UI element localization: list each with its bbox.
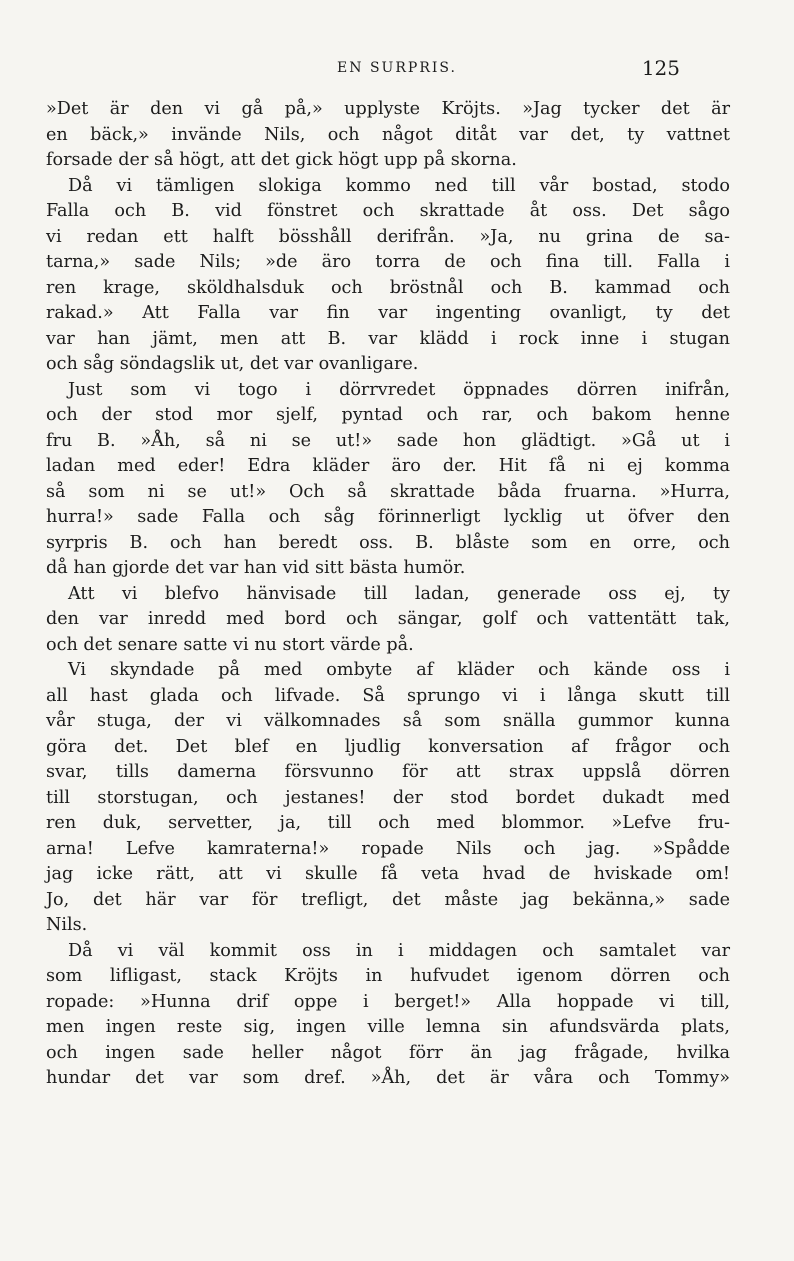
text-line: Vi skyndade på med ombyte af kläder och kände oss i bbox=[68, 660, 730, 680]
text-line: ren krage, sköldhalsduk och bröstnål och B. kammad och bbox=[46, 277, 730, 298]
text-line: Nils. bbox=[46, 915, 88, 935]
text-line: ren duk, servetter, ja, till och med blommor. »Lefve fru- bbox=[46, 813, 730, 833]
text-line: göra det. Det blef en ljudlig konversation af frågor och bbox=[46, 736, 730, 757]
text-line: all hast glada och lifvade. Så sprungo vi i långa skutt till bbox=[46, 685, 730, 706]
text-line: vår stuga, der vi välkomnades så som snälla gummor kunna bbox=[46, 711, 730, 731]
text-line: svar, tills damerna försvunno för att strax uppslå dörren bbox=[46, 762, 730, 782]
text-line: tarna,» sade Nils; »de äro torra de och fina till. Falla i bbox=[46, 252, 730, 272]
text-line: Då vi tämligen slokiga kommo ned till vår bostad, stodo bbox=[68, 175, 730, 196]
page-number: 125 bbox=[641, 56, 680, 80]
text-line: Då vi väl kommit oss in i middagen och samtalet var bbox=[68, 940, 730, 961]
text-line: och såg söndagslik ut, det var ovanligare. bbox=[46, 354, 419, 374]
text-line: ropade: »Hunna drif oppe i berget!» Alla hoppade vi till, bbox=[46, 991, 730, 1012]
text-line: och der stod mor sjelf, pyntad och rar, och bakom henne bbox=[46, 405, 730, 425]
text-line: en bäck,» invände Nils, och något ditåt var det, ty vattnet bbox=[46, 124, 730, 145]
text-line: var han jämt, men att B. var klädd i rock inne i stugan bbox=[46, 328, 730, 349]
text-line: och det senare satte vi nu stort värde på. bbox=[46, 634, 414, 655]
running-title: EN SURPRIS. bbox=[337, 60, 457, 76]
text-line: jag icke rätt, att vi skulle få veta hvad de hviskade om! bbox=[46, 864, 730, 884]
text-line: ladan med eder! Edra kläder äro der. Hit få ni ej komma bbox=[46, 456, 730, 476]
text-line: så som ni se ut!» Och så skrattade båda fruarna. »Hurra, bbox=[46, 481, 730, 502]
text-line: som lifligast, stack Kröjts in hufvudet igenom dörren och bbox=[46, 966, 730, 986]
text-line: Falla och B. vid fönstret och skrattade åt oss. Det sågo bbox=[46, 201, 730, 221]
text-line: hurra!» sade Falla och såg förinnerligt lycklig ut öfver den bbox=[46, 507, 730, 527]
text-line: rakad.» Att Falla var fin var ingenting ovanligt, ty det bbox=[46, 303, 730, 323]
text-line: då han gjorde det var han vid sitt bästa humör. bbox=[46, 558, 466, 578]
text-line: Just som vi togo i dörrvredet öppnades dörren inifrån, bbox=[68, 379, 730, 400]
text-line: »Det är den vi gå på,» upplyste Kröjts. »Jag tycker det är bbox=[46, 99, 730, 119]
text-line: vi redan ett halft bösshåll derifrån. »Ja, nu grina de sa- bbox=[46, 226, 730, 247]
page-header bbox=[0, 56, 794, 82]
text-line: till storstugan, och jestanes! der stod bordet dukadt med bbox=[46, 787, 730, 808]
text-line: och ingen sade heller något förr än jag frågade, hvilka bbox=[46, 1042, 730, 1063]
text-line: syrpris B. och han beredt oss. B. blåste som en orre, och bbox=[46, 532, 730, 553]
text-line: hundar det var som dref. »Åh, det är våra och Tommy» bbox=[46, 1068, 730, 1088]
text-line: forsade der så högt, att det gick högt upp på skorna. bbox=[46, 150, 517, 170]
body-text bbox=[46, 97, 730, 1092]
text-line: arna! Lefve kamraterna!» ropade Nils och jag. »Spådde bbox=[46, 838, 730, 859]
text-line: men ingen reste sig, ingen ville lemna sin afundsvärda plats, bbox=[46, 1017, 730, 1037]
text-line: Jo, det här var för trefligt, det måste jag bekänna,» sade bbox=[46, 889, 730, 910]
text-line: Att vi blefvo hänvisade till ladan, generade oss ej, ty bbox=[68, 583, 730, 604]
text-line: den var inredd med bord och sängar, golf och vattentätt tak, bbox=[46, 609, 730, 629]
text-line: fru B. »Åh, så ni se ut!» sade hon glädtigt. »Gå ut i bbox=[46, 430, 730, 451]
